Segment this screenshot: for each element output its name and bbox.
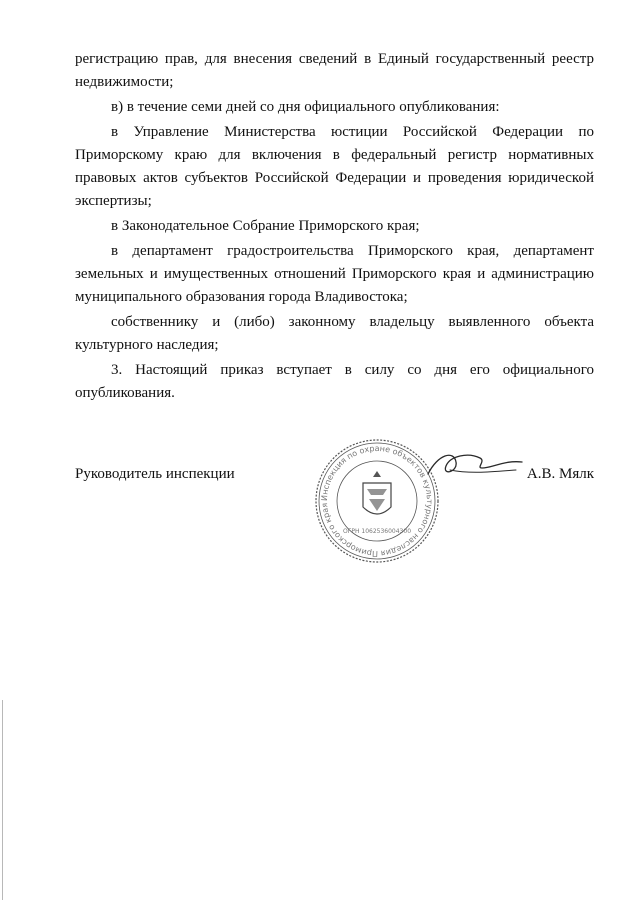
paragraph-ministry-of-justice: в Управление Министерства юстиции Российской Федерации по Приморскому краю для включения в федеральный регистр нормативных правовых актов субъектов Российской Федерации и проведения юридической экспертизы;	[75, 124, 594, 209]
coat-of-arms-icon	[363, 471, 391, 514]
handwritten-signature	[420, 444, 530, 484]
svg-text:Инспекция по охране объектов к: Инспекция по охране объектов культурного наследия Приморского края	[319, 443, 435, 559]
paragraph-within-seven-days: в) в течение семи дней со дня официального опубликования:	[111, 99, 500, 115]
paragraph-owner: собственнику и (либо) законному владельцу выявленного объекта культурного наследия;	[75, 314, 594, 353]
scan-edge-line	[2, 700, 3, 900]
signer-position: Руководитель инспекции	[75, 466, 235, 482]
paragraph-departments: в департамент градостроительства Приморского края, департамент земельных и имущественных отношений Приморского края и администрацию муниципального образования города Владивостока;	[75, 243, 594, 305]
document-body	[75, 48, 594, 405]
paragraph-registration: регистрацию прав, для внесения сведений в Единый государственный реестр недвижимости;	[75, 51, 594, 90]
signer-name: А.В. Мялк	[526, 466, 594, 482]
seal-inner-text: ОГРН 1062536004300	[342, 528, 412, 535]
paragraph-entry-into-force: 3. Настоящий приказ вступает в силу со дня его официального опубликования.	[75, 362, 594, 401]
paragraph-legislative-assembly: в Законодательное Собрание Приморского края;	[111, 218, 420, 234]
